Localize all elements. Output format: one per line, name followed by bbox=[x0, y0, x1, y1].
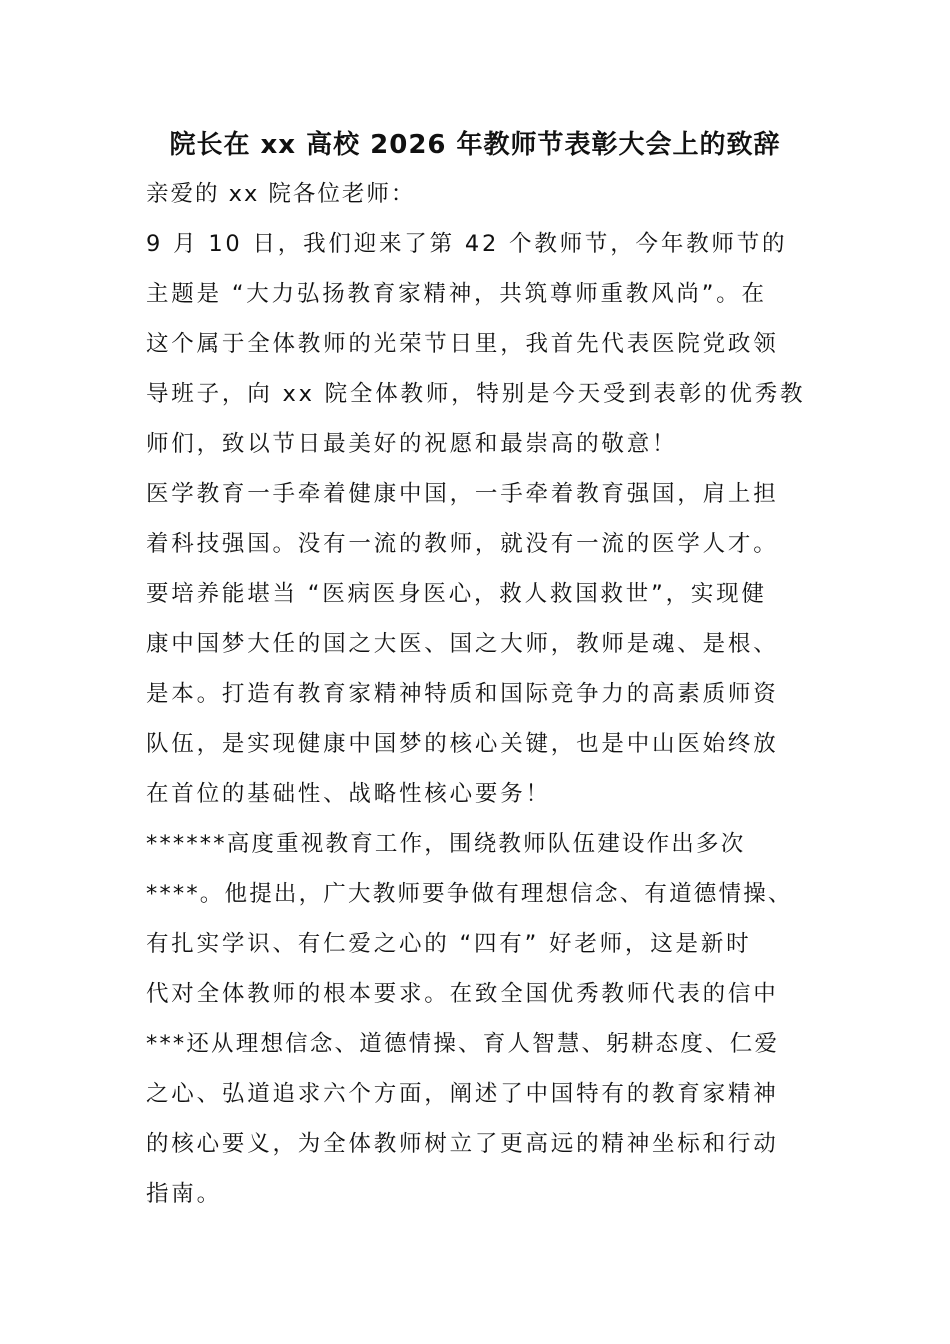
paragraph-line: ******高度重视教育工作，围绕教师队伍建设作出多次 bbox=[146, 831, 746, 857]
paragraph-line: 着科技强国。没有一流的教师，就没有一流的医学人才。 bbox=[146, 531, 779, 557]
paragraph-line: ***还从理想信念、道德情操、育人智慧、躬耕态度、仁爱 bbox=[146, 1031, 780, 1057]
paragraph-line: 师们，致以节日最美好的祝愿和最崇高的敬意！ bbox=[146, 431, 678, 457]
paragraph-line: 有扎实学识、有仁爱之心的 “四有” 好老师，这是新时 bbox=[146, 931, 752, 957]
paragraph-line: 代对全体教师的根本要求。在致全国优秀教师代表的信中 bbox=[146, 981, 779, 1007]
paragraph-line: 要培养能堪当 “医病医身医心，救人救国救世”，实现健 bbox=[146, 581, 767, 607]
salutation-line: 亲爱的 xx 院各位老师： bbox=[146, 181, 416, 207]
paragraph-line: 之心、弘道追求六个方面，阐述了中国特有的教育家精神 bbox=[146, 1081, 779, 1107]
paragraph-line: 9 月 10 日，我们迎来了第 42 个教师节，今年教师节的 bbox=[146, 231, 788, 257]
paragraph-line: 指南。 bbox=[146, 1181, 222, 1207]
paragraph-line: 的核心要义，为全体教师树立了更高远的精神坐标和行动 bbox=[146, 1131, 779, 1157]
paragraph-line: 队伍，是实现健康中国梦的核心关键，也是中山医始终放 bbox=[146, 731, 779, 757]
paragraph-line: 是本。打造有教育家精神特质和国际竞争力的高素质师资 bbox=[146, 681, 779, 707]
paragraph-line: 在首位的基础性、战略性核心要务！ bbox=[146, 781, 551, 807]
paragraph-line: 主题是 “大力弘扬教育家精神，共筑尊师重教风尚”。在 bbox=[146, 281, 767, 307]
paragraph-line: ****。他提出，广大教师要争做有理想信念、有道德情操、 bbox=[146, 881, 793, 907]
paragraph-line: 这个属于全体教师的光荣节日里，我首先代表医院党政领 bbox=[146, 331, 779, 357]
paragraph-line: 康中国梦大任的国之大医、国之大师，教师是魂、是根、 bbox=[146, 631, 779, 657]
paragraph-line: 医学教育一手牵着健康中国，一手牵着教育强国，肩上担 bbox=[146, 481, 779, 507]
document-title: 院长在 xx 高校 2026 年教师节表彰大会上的致辞 bbox=[169, 130, 781, 160]
paragraph-line: 导班子，向 xx 院全体教师，特别是今天受到表彰的优秀教 bbox=[146, 381, 806, 407]
